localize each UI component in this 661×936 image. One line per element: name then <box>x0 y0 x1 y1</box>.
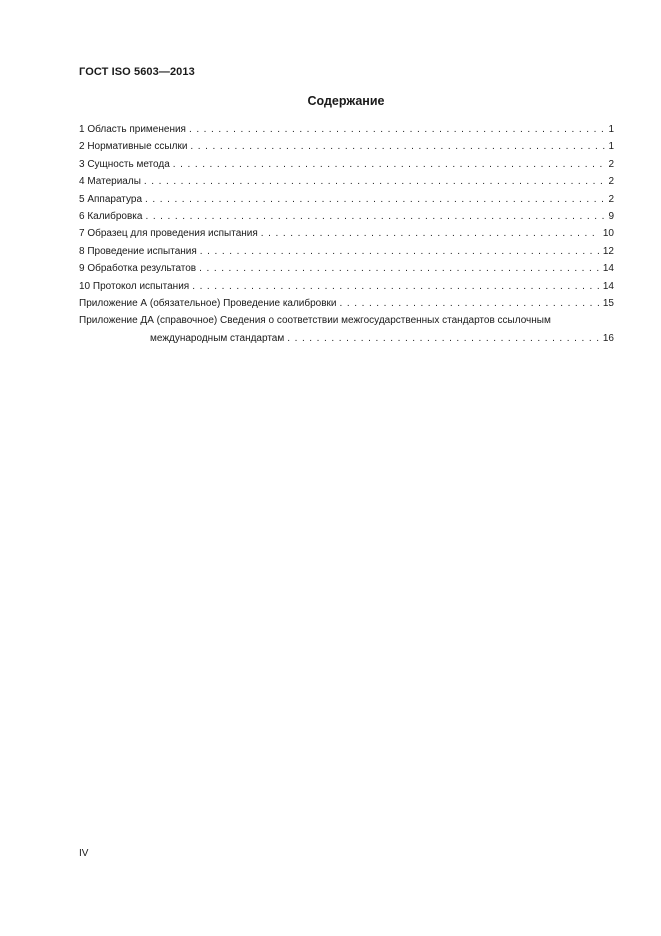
toc-entry[interactable] <box>79 278 614 295</box>
toc-entry-label: 8 Проведение испытания <box>79 245 197 257</box>
toc-leader-dots <box>145 208 605 225</box>
toc-entry-page: 9 <box>608 210 614 222</box>
toc-leader-dots <box>199 260 600 277</box>
toc-entry-page: 2 <box>608 158 614 170</box>
toc-entry[interactable] <box>79 156 614 173</box>
toc-entry-label: 10 Протокол испытания <box>79 280 190 292</box>
toc-entry-label: Приложение ДА (справочное) Сведения о соответствии межгосударственных стандартов ссылочным <box>79 315 551 327</box>
toc-entry-page: 2 <box>608 193 614 205</box>
toc-entry-page: 10 <box>602 228 614 240</box>
toc-entry[interactable] <box>79 260 614 277</box>
toc-entry-label: 3 Сущность метода <box>79 158 170 170</box>
toc-entry-label: 4 Материалы <box>79 176 141 188</box>
toc-entry[interactable] <box>79 121 614 138</box>
toc-entry[interactable] <box>79 243 614 260</box>
toc-entry-label: Приложение А (обязательное) Проведение калибровки <box>79 297 337 309</box>
toc-leader-dots <box>145 191 605 208</box>
toc-entry-label: 6 Калибровка <box>79 210 143 222</box>
toc-entry-page: 14 <box>602 263 614 275</box>
toc-entry-page: 12 <box>602 245 614 257</box>
toc-leader-dots <box>340 295 600 312</box>
toc-entry-page: 15 <box>602 297 614 309</box>
toc-entry-continuation <box>79 330 614 347</box>
toc-title: Содержание <box>307 94 385 108</box>
toc-leader-dots <box>261 225 600 242</box>
toc-entry-page: 14 <box>602 280 614 292</box>
toc-entry-label-continued: международным стандартам <box>150 332 285 344</box>
toc-entry-label: 9 Обработка результатов <box>79 263 197 275</box>
toc-entry-label: 1 Область применения <box>79 124 186 135</box>
toc-entry[interactable] <box>79 208 614 225</box>
toc-entry-page: 2 <box>608 176 614 188</box>
toc-entry-label: 2 Нормативные ссылки <box>79 141 188 153</box>
toc-entry[interactable] <box>79 225 614 242</box>
toc-leader-dots <box>144 173 606 190</box>
document-header: ГОСТ ISO 5603—2013 <box>79 66 195 78</box>
toc-leader-dots <box>173 156 606 173</box>
toc-entry-page: 1 <box>608 141 614 153</box>
toc-entry-page: 16 <box>602 332 614 344</box>
page-number: IV <box>79 848 89 859</box>
toc-entry-label: 7 Образец для проведения испытания <box>79 228 258 240</box>
toc-leader-dots <box>200 243 600 260</box>
table-of-contents <box>79 121 614 347</box>
toc-entry[interactable] <box>79 191 614 208</box>
toc-leader-dots <box>190 138 605 155</box>
toc-entry[interactable] <box>79 138 614 155</box>
toc-entry-label: 5 Аппаратура <box>79 193 143 205</box>
toc-entry[interactable] <box>79 173 614 190</box>
toc-entry[interactable] <box>79 295 614 312</box>
toc-entry-page: 1 <box>608 124 614 135</box>
toc-leader-dots <box>287 330 600 347</box>
toc-leader-dots <box>192 278 600 295</box>
toc-entry-annex-da[interactable] <box>79 312 614 347</box>
toc-leader-dots <box>189 121 605 138</box>
